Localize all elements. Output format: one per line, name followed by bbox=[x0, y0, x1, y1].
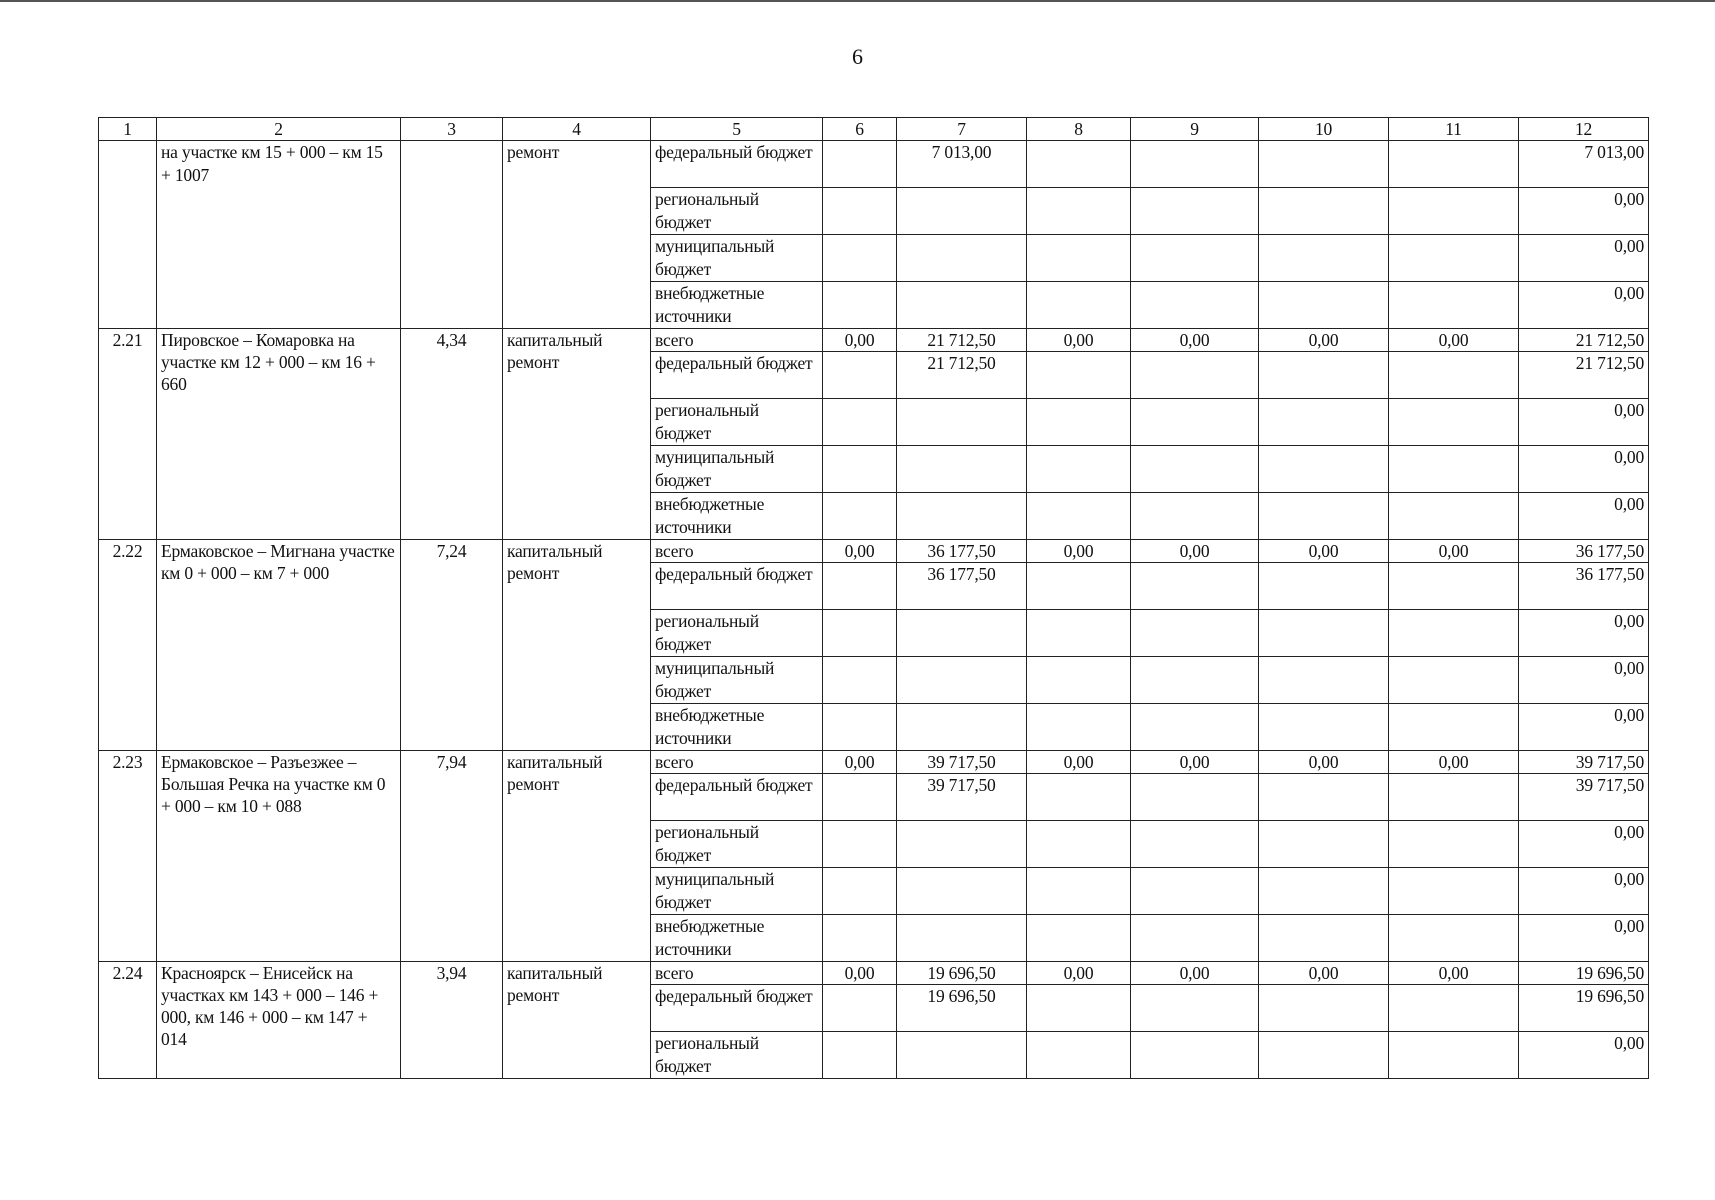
source-label: внебюджетные источники bbox=[651, 282, 823, 329]
value-cell: 0,00 bbox=[1519, 282, 1649, 329]
value-cell: 0,00 bbox=[1519, 610, 1649, 657]
value-cell: 0,00 bbox=[1519, 821, 1649, 868]
work-type-cell: капитальный ремонт bbox=[503, 540, 651, 751]
value-cell: 0,00 bbox=[1131, 540, 1259, 563]
source-label: муниципальный бюджет bbox=[651, 235, 823, 282]
road-name-cell: на участке км 15 + 000 – км 15 + 1007 bbox=[157, 141, 401, 329]
length-cell: 7,24 bbox=[401, 540, 503, 751]
column-header: 11 bbox=[1389, 118, 1519, 141]
row-number-cell: 2.23 bbox=[99, 751, 157, 962]
value-cell: 0,00 bbox=[1389, 540, 1519, 563]
value-cell: 0,00 bbox=[1519, 188, 1649, 235]
row-number-cell: 2.21 bbox=[99, 329, 157, 540]
source-label: региональный бюджет bbox=[651, 821, 823, 868]
value-cell: 19 696,50 bbox=[897, 962, 1027, 985]
column-header: 12 bbox=[1519, 118, 1649, 141]
column-header: 6 bbox=[823, 118, 897, 141]
value-cell: 0,00 bbox=[1131, 962, 1259, 985]
column-header: 4 bbox=[503, 118, 651, 141]
value-cell: 0,00 bbox=[1027, 962, 1131, 985]
source-label: всего bbox=[651, 329, 823, 352]
column-header: 2 bbox=[157, 118, 401, 141]
value-cell: 36 177,50 bbox=[897, 563, 1027, 610]
value-cell: 39 717,50 bbox=[897, 774, 1027, 821]
source-label: внебюджетные источники bbox=[651, 704, 823, 751]
column-header: 5 bbox=[651, 118, 823, 141]
source-label: федеральный бюджет bbox=[651, 774, 823, 821]
value-cell: 39 717,50 bbox=[897, 751, 1027, 774]
source-label: региональный бюджет bbox=[651, 188, 823, 235]
value-cell: 0,00 bbox=[1519, 235, 1649, 282]
value-cell: 0,00 bbox=[1519, 868, 1649, 915]
column-header: 10 bbox=[1259, 118, 1389, 141]
table-row bbox=[99, 141, 1649, 188]
source-label: муниципальный бюджет bbox=[651, 868, 823, 915]
header-row bbox=[99, 118, 1649, 141]
source-label: федеральный бюджет bbox=[651, 985, 823, 1032]
table-row bbox=[99, 751, 1649, 774]
value-cell: 19 696,50 bbox=[1519, 962, 1649, 985]
work-type-cell: капитальный ремонт bbox=[503, 751, 651, 962]
value-cell: 0,00 bbox=[1389, 751, 1519, 774]
value-cell: 21 712,50 bbox=[1519, 352, 1649, 399]
row-number-cell: 2.22 bbox=[99, 540, 157, 751]
value-cell: 19 696,50 bbox=[897, 985, 1027, 1032]
source-label: муниципальный бюджет bbox=[651, 657, 823, 704]
value-cell: 36 177,50 bbox=[1519, 563, 1649, 610]
value-cell: 36 177,50 bbox=[1519, 540, 1649, 563]
value-cell: 7 013,00 bbox=[1519, 141, 1649, 188]
value-cell: 21 712,50 bbox=[897, 329, 1027, 352]
table-row bbox=[99, 962, 1649, 985]
value-cell: 0,00 bbox=[1519, 915, 1649, 962]
column-header: 8 bbox=[1027, 118, 1131, 141]
length-cell: 4,34 bbox=[401, 329, 503, 540]
source-label: региональный бюджет bbox=[651, 1032, 823, 1079]
page-top-border bbox=[0, 0, 1715, 2]
value-cell: 0,00 bbox=[1131, 329, 1259, 352]
column-header: 3 bbox=[401, 118, 503, 141]
page-number: 6 bbox=[852, 44, 863, 69]
value-cell: 0,00 bbox=[1027, 751, 1131, 774]
value-cell: 0,00 bbox=[1027, 329, 1131, 352]
value-cell: 36 177,50 bbox=[897, 540, 1027, 563]
source-label: муниципальный бюджет bbox=[651, 446, 823, 493]
value-cell: 0,00 bbox=[1259, 962, 1389, 985]
value-cell: 0,00 bbox=[1259, 329, 1389, 352]
road-name-cell: Ермаковское – Мигнана участке км 0 + 000 – км 7 + 000 bbox=[157, 540, 401, 751]
length-cell: 7,94 bbox=[401, 751, 503, 962]
value-cell: 0,00 bbox=[1027, 540, 1131, 563]
work-type-cell: ремонт bbox=[503, 141, 651, 329]
source-label: внебюджетные источники bbox=[651, 915, 823, 962]
source-label: региональный бюджет bbox=[651, 610, 823, 657]
row-number-cell: 2.24 bbox=[99, 962, 157, 1079]
length-cell bbox=[401, 141, 503, 329]
value-cell: 21 712,50 bbox=[897, 352, 1027, 399]
value-cell: 0,00 bbox=[1519, 704, 1649, 751]
length-cell: 3,94 bbox=[401, 962, 503, 1079]
budget-table bbox=[98, 117, 1649, 1079]
table-row bbox=[99, 540, 1649, 563]
row-number-cell bbox=[99, 141, 157, 329]
column-header: 9 bbox=[1131, 118, 1259, 141]
value-cell: 0,00 bbox=[1519, 399, 1649, 446]
column-header: 7 bbox=[897, 118, 1027, 141]
value-cell: 0,00 bbox=[1131, 751, 1259, 774]
value-cell: 0,00 bbox=[1519, 657, 1649, 704]
value-cell: 0,00 bbox=[823, 329, 897, 352]
source-label: всего bbox=[651, 962, 823, 985]
source-label: всего bbox=[651, 540, 823, 563]
value-cell: 0,00 bbox=[1259, 751, 1389, 774]
road-name-cell: Пировское – Комаровка на участке км 12 + 000 – км 16 + 660 bbox=[157, 329, 401, 540]
value-cell: 19 696,50 bbox=[1519, 985, 1649, 1032]
road-name-cell: Красноярск – Енисейск на участках км 143 + 000 – 146 + 000, км 146 + 000 – км 147 + 014 bbox=[157, 962, 401, 1079]
source-label: всего bbox=[651, 751, 823, 774]
value-cell: 0,00 bbox=[823, 540, 897, 563]
work-type-cell: капитальный ремонт bbox=[503, 962, 651, 1079]
road-name-cell: Ермаковское – Разъезжее – Большая Речка на участке км 0 + 000 – км 10 + 088 bbox=[157, 751, 401, 962]
source-label: региональный бюджет bbox=[651, 399, 823, 446]
source-label: внебюджетные источники bbox=[651, 493, 823, 540]
value-cell: 39 717,50 bbox=[1519, 751, 1649, 774]
value-cell: 0,00 bbox=[823, 962, 897, 985]
source-label: федеральный бюджет bbox=[651, 141, 823, 188]
value-cell: 0,00 bbox=[1519, 446, 1649, 493]
column-header: 1 bbox=[99, 118, 157, 141]
value-cell: 0,00 bbox=[1259, 540, 1389, 563]
value-cell: 0,00 bbox=[823, 751, 897, 774]
value-cell: 39 717,50 bbox=[1519, 774, 1649, 821]
source-label: федеральный бюджет bbox=[651, 563, 823, 610]
source-label: федеральный бюджет bbox=[651, 352, 823, 399]
value-cell: 7 013,00 bbox=[897, 141, 1027, 188]
work-type-cell: капитальный ремонт bbox=[503, 329, 651, 540]
value-cell: 0,00 bbox=[1389, 329, 1519, 352]
value-cell: 0,00 bbox=[1519, 1032, 1649, 1079]
value-cell: 0,00 bbox=[1389, 962, 1519, 985]
value-cell: 0,00 bbox=[1519, 493, 1649, 540]
table-row bbox=[99, 329, 1649, 352]
value-cell: 21 712,50 bbox=[1519, 329, 1649, 352]
